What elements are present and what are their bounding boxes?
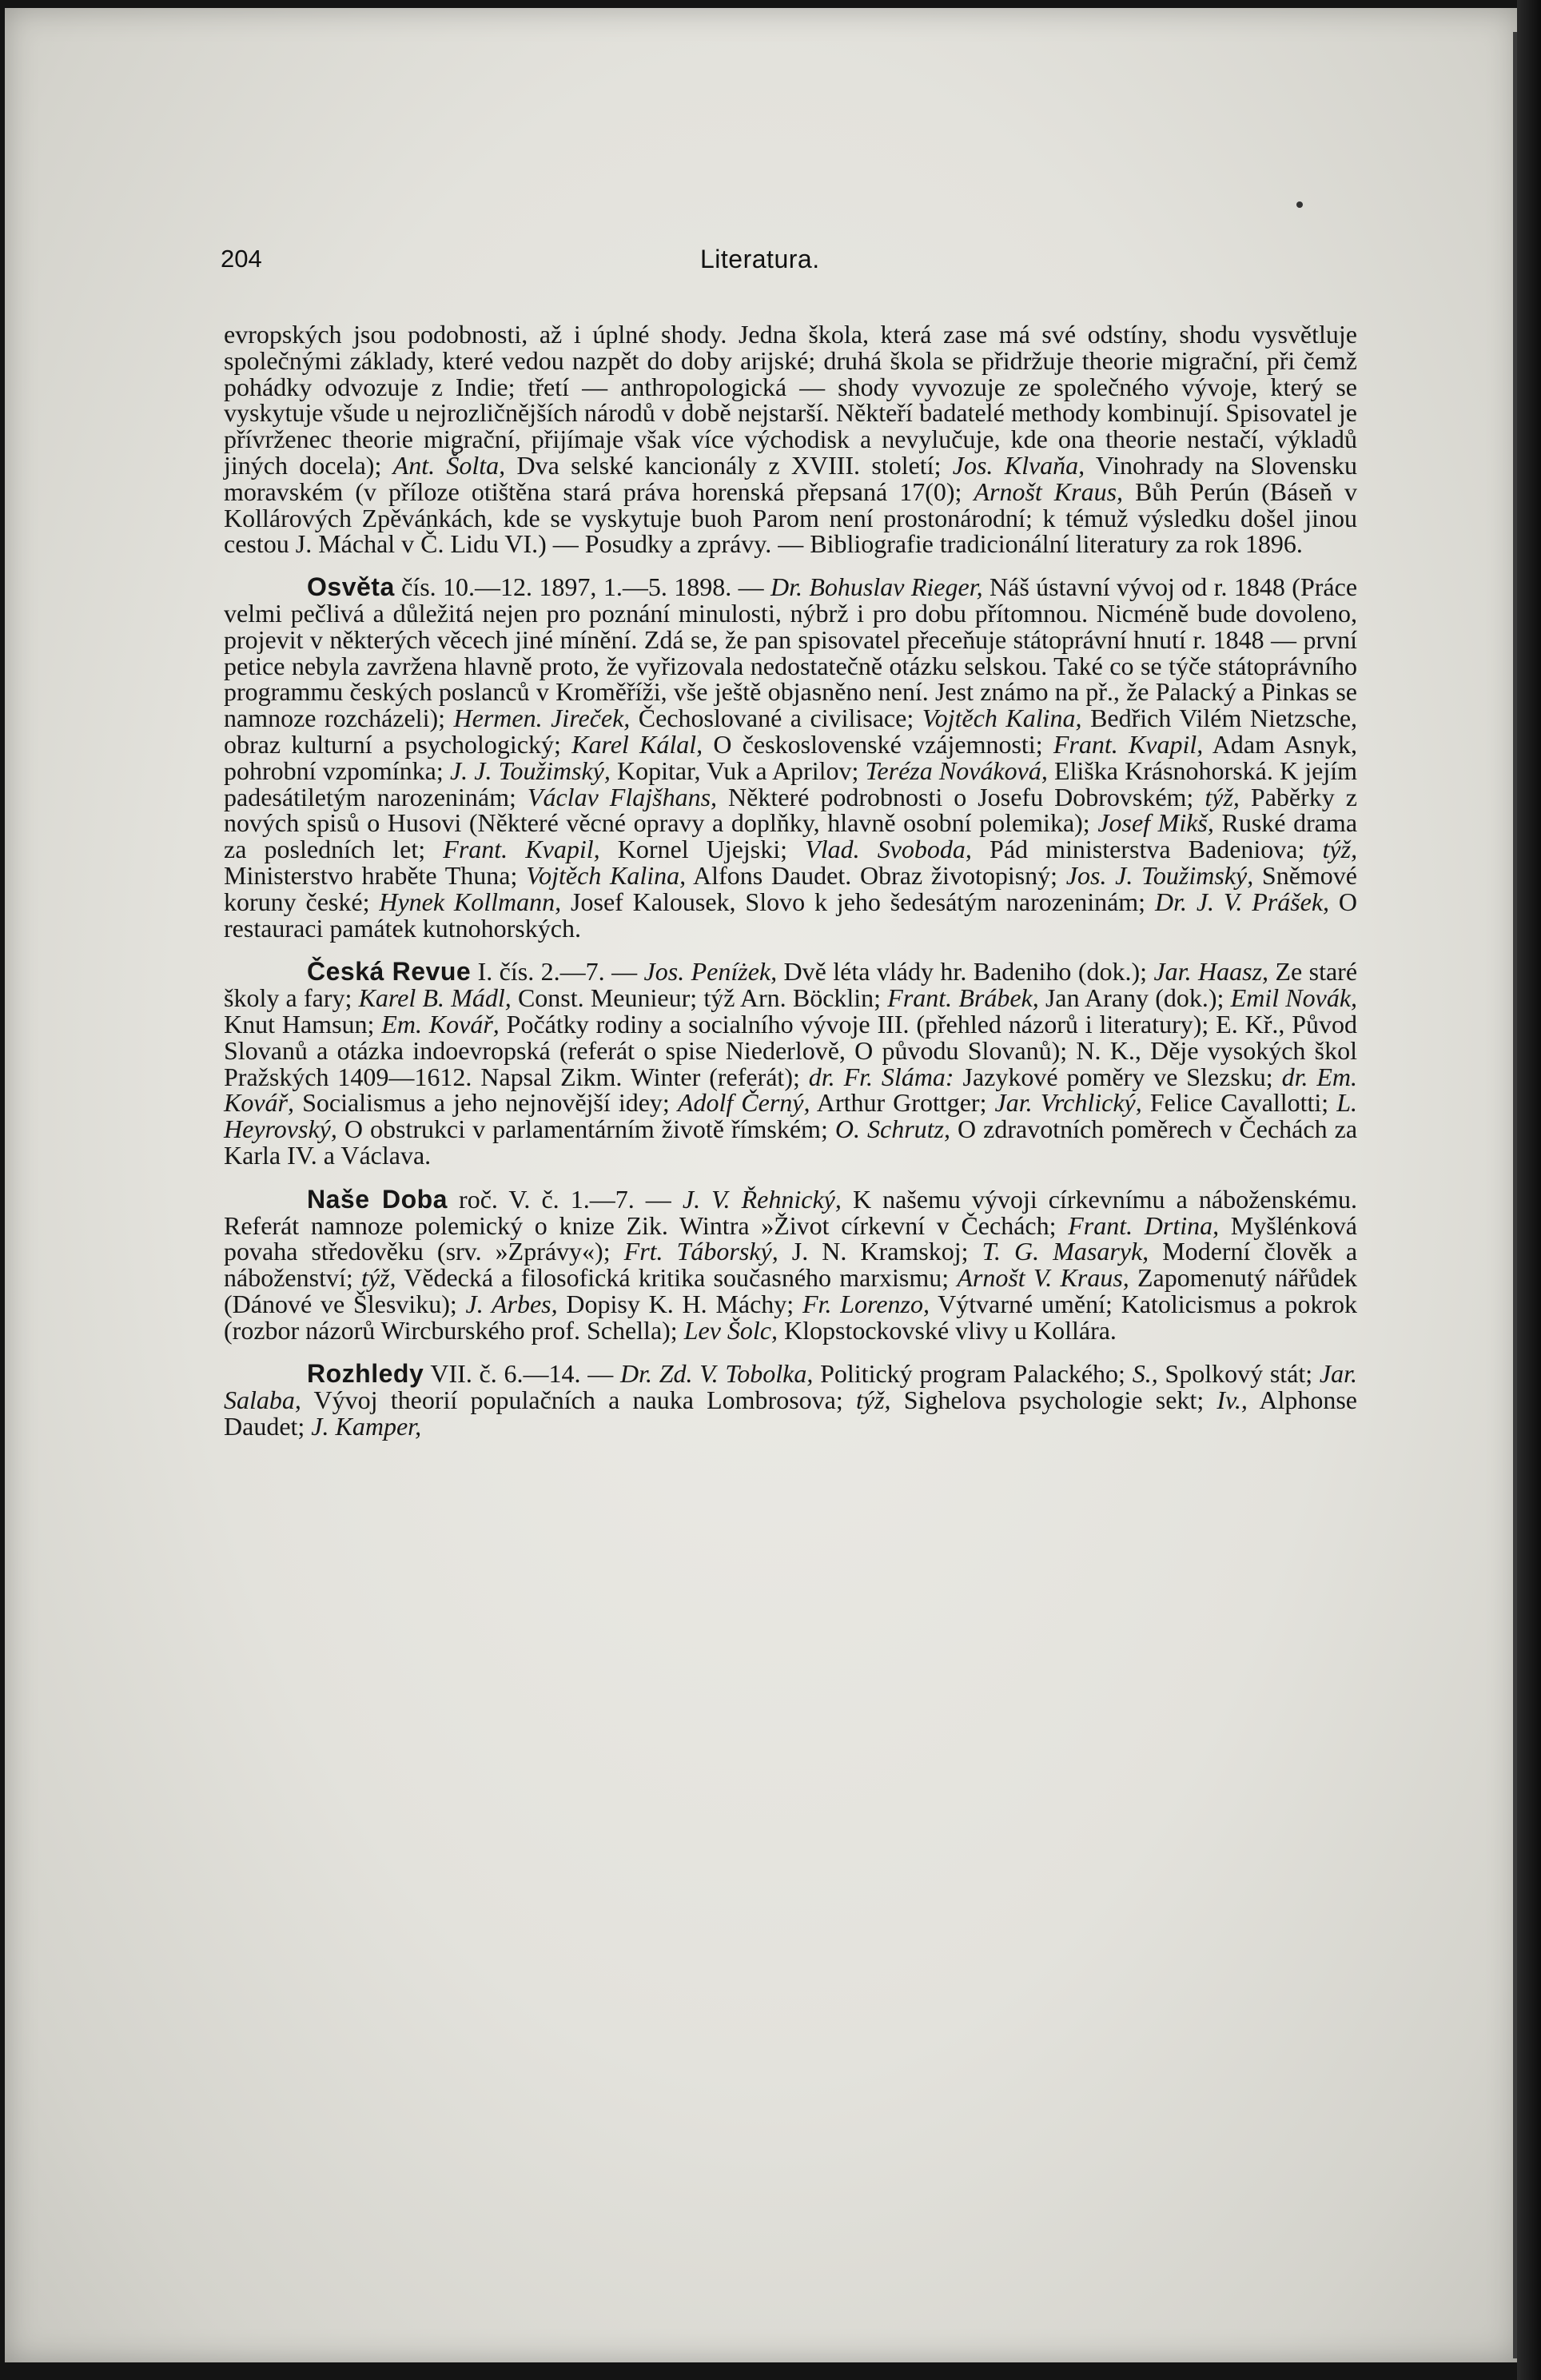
author-name: Dr. J. V. Prášek,: [1154, 887, 1330, 916]
body-text: Bůh Perún (Báseň v Kollárových Zpěvánkách, kde se vyskytuje buoh Parom není prostonárodní; k témuž výsledku došel jinou cestou J. Máchal v Č. Lidu VI.) — Posudky a zprávy. — Bibliografie tradicionální literatury za rok 1896.: [224, 476, 1358, 559]
author-name: Karel B. Mádl,: [358, 983, 512, 1013]
author-name: Iv.,: [1216, 1385, 1248, 1415]
body-text: Některé podrobnosti o Josefu Dobrovském;: [717, 782, 1205, 811]
author-name: Frt. Táborský,: [623, 1237, 778, 1266]
author-name: O. Schrutz,: [834, 1114, 950, 1144]
body-text: Ministerstvo hraběte Thuna;: [224, 860, 527, 890]
author-name: J. V. Řehnický,: [682, 1184, 842, 1214]
body-text: roč. V. č. 1.—7. —: [447, 1184, 683, 1214]
body-text: Myšlénková povaha středověku (srv. »Zprávy«);: [224, 1210, 1358, 1266]
author-name: Ant. Šolta,: [392, 450, 506, 480]
author-name: týž,: [1322, 835, 1358, 864]
body-text: Adam Asnyk, pohrobní vzpomínka;: [224, 729, 1358, 785]
body-text: Politický program Palackého;: [813, 1359, 1133, 1389]
body-text: Počátky rodiny a socialního vývoje III. (přehled názorů i literatury); E. Kř., Původ Slovanů a otázka indoevropská (referát o spise Niederlově, O původu Slovanů); N. K., Děje vysokých škol Pražských 1409—1612. Napsal Zikm. Winter (referát);: [224, 1009, 1358, 1091]
journal-title: Rozhledy: [307, 1359, 424, 1389]
body-text: Const. Meunieur; týž Arn. Böcklin;: [511, 983, 888, 1013]
body-text: čís. 10.—12. 1897, 1.—5. 1898. —: [394, 572, 770, 602]
author-name: Arnošt V. Kraus,: [957, 1263, 1129, 1293]
author-name: Adolf Černý,: [677, 1088, 810, 1118]
body-text: Josef Kalousek, Slovo k jeho šedesátým narozeninám;: [561, 887, 1155, 916]
body-text: Ze staré školy a fary;: [224, 957, 1358, 1013]
body-text: Čechoslované a civilisace;: [630, 704, 922, 733]
running-title: Literatura.: [700, 245, 820, 273]
author-name: Frant. Kvapil,: [443, 835, 600, 864]
body-text: Bedřich Vilém Nietzsche, obraz kulturní a psychologický;: [224, 704, 1358, 759]
body-text: Pád ministerstva Badeniova;: [971, 835, 1323, 864]
author-name: Em. Kovář,: [381, 1009, 500, 1039]
author-name: Fr. Lorenzo,: [802, 1289, 930, 1318]
body-text: Kopitar, Vuk a Aprilov;: [610, 755, 866, 785]
body-text: Ruské drama za posledních let;: [224, 808, 1358, 864]
author-name: Vojtěch Kalina,: [922, 704, 1082, 733]
author-name: Jar. Haasz,: [1153, 957, 1269, 987]
author-name: Arnošt Kraus,: [974, 476, 1124, 506]
paragraph-osveta: [224, 574, 1357, 941]
body-text: Sighelova psychologie sekt;: [890, 1385, 1217, 1415]
author-name: Karel Kálal,: [571, 729, 703, 759]
body-text: Spolkový stát;: [1157, 1359, 1320, 1389]
author-name: Hermen. Jireček,: [453, 704, 631, 733]
author-name: Jar. Vrchlický,: [994, 1088, 1142, 1118]
body-text: Jazykové poměry ve Slezsku;: [954, 1062, 1282, 1091]
body-text: Dva selské kancionály z XVIII. století;: [505, 450, 953, 480]
body-text: Socialismus a jeho nejnovější idey;: [294, 1088, 678, 1118]
author-name: dr. Em. Kovář,: [224, 1062, 1358, 1118]
author-name: Jar. Salaba,: [224, 1359, 1358, 1415]
author-name: týž,: [360, 1263, 396, 1293]
author-name: Jos. J. Toužimský,: [1065, 860, 1254, 890]
author-name: L. Heyrovský,: [224, 1088, 1358, 1144]
running-head: [221, 245, 1364, 285]
author-name: Jos. Klvaňa,: [952, 450, 1085, 480]
journal-title: Naše Doba: [307, 1184, 448, 1214]
body-text: Jan Arany (dok.);: [1038, 983, 1231, 1013]
author-name: Frant. Brábek,: [887, 983, 1039, 1013]
author-name: S.,: [1132, 1359, 1158, 1389]
scan-border-right: [1517, 0, 1541, 2380]
paragraph-nase-doba: [224, 1186, 1357, 1344]
author-name: Frant. Kvapil,: [1053, 729, 1204, 759]
author-name: Hynek Kollmann,: [379, 887, 562, 916]
body-text: J. N. Kramskoj;: [778, 1237, 982, 1266]
body-text: Klopstockovské vlivy u Kollára.: [777, 1315, 1117, 1345]
journal-title: Osvěta: [307, 572, 395, 602]
body-text: O československé vzájemnosti;: [703, 729, 1053, 759]
author-name: Lev Šolc,: [683, 1315, 778, 1345]
author-name: J. J. Toužimský,: [449, 755, 611, 785]
body-text: Náš ústavní vývoj od r. 1848 (Práce velmi pečlivá a důležitá nejen pro poznání minulosti, nýbrž i pro dobu přítomnou. Nicméně bude dovoleno, projevit v některých věcech jiné mínění. Zdá se, že pan spisovatel přeceňuje státoprávní hnutí r. 1848 — první petice nebyla zavržena hlavně proto, že vyřizovala nedostatečně otázku selskou. Také co se týče státoprávního programmu českých poslanců v Kroměříži, vše ještě objasněno není. Jest známo na př., že Palacký a Pinkas se namnoze rozcházeli);: [224, 572, 1358, 733]
body-text: Felice Cavallotti;: [1141, 1088, 1337, 1118]
paragraph-ceska-revue: [224, 959, 1357, 1168]
body-text: K našemu vývoji církevnímu a náboženskému. Referát namnoze polemický o knize Zik. Wintra »Život církevní v Čechách;: [224, 1184, 1358, 1240]
author-name: Josef Mikš,: [1097, 808, 1214, 838]
author-name: Emil Novák,: [1230, 983, 1358, 1013]
body-text: Eliška Krásnohorská. K jejím padesátiletým narozeninám;: [224, 755, 1358, 811]
author-name: T. G. Masaryk,: [982, 1237, 1149, 1266]
author-name: Frant. Drtina,: [1068, 1210, 1220, 1240]
author-name: Teréza Nováková,: [865, 755, 1048, 785]
ink-speck: [1296, 201, 1303, 208]
body-text: Moderní člověk a náboženství;: [224, 1237, 1358, 1293]
body-text: VII. č. 6.—14. —: [424, 1359, 620, 1389]
body-text: Knut Hamsun;: [224, 1009, 382, 1039]
author-name: dr. Fr. Sláma:: [808, 1062, 954, 1091]
author-name: Dr. Bohuslav Rieger,: [770, 572, 983, 602]
body-text: Vinohrady na Slovensku moravském (v příloze otištěna stará práva horenská přepsaná 17(0);: [224, 450, 1358, 506]
author-name: Vojtěch Kalina,: [526, 860, 687, 890]
body-text: Zapomenutý nářůdek (Dánové ve Šlesviku);: [224, 1263, 1358, 1318]
author-name: týž,: [1205, 782, 1240, 811]
body-text: Kornel Ujejski;: [599, 835, 806, 864]
body-text: Alfons Daudet. Obraz životopisný;: [686, 860, 1066, 890]
body-text: Sněmové koruny české;: [224, 860, 1358, 916]
page-number: 204: [221, 245, 262, 273]
body-text: Alphonse Daudet;: [224, 1385, 1358, 1441]
body-text: Paběrky z nových spisů o Husovi (Některé věcné opravy a doplňky, hlavně osobní polemika);: [224, 782, 1358, 838]
body-text: evropských jsou podobnosti, až i úplné shody. Jedna škola, která zase má své odstíny, shodu vysvětluje společnými základy, které vedou nazpět do doby arijské; druhá škola se přidržuje theorie migrační, při čemž pohádky odvozuje z Indie; třetí — anthropologická — shody vyvozuje ze společného vývoje, který se vyskytuje všude u nejrozličnějších národů v době nejstarší. Někteří badatelé methody kombinují. Spisovatel je přívrženec theorie migrační, přijímaje však více východisk a nevylučuje, kde ona theorie nestačí, výkladů jiných docela);: [224, 320, 1357, 480]
journal-title: Česká Revue: [307, 957, 472, 987]
author-name: Jos. Peníżek,: [643, 957, 778, 987]
body-text: Vědecká a filosofická kritika současného marxismu;: [396, 1263, 958, 1293]
body-text: Vývoj theorií populačních a nauka Lombrosova;: [301, 1385, 856, 1415]
author-name: Vlad. Svoboda,: [805, 835, 972, 864]
paragraph-continuation: [224, 321, 1357, 557]
author-name: J. Arbes,: [465, 1289, 558, 1318]
paragraph-rozhledy: [224, 1361, 1357, 1439]
author-name: Václav Flajšhans,: [527, 782, 718, 811]
author-name: J. Kamper,: [311, 1412, 422, 1441]
author-name: Dr. Zd. V. Tobolka,: [619, 1359, 814, 1389]
body-text: I. čís. 2.—7. —: [471, 957, 644, 987]
body-text: Dopisy K. H. Máchy;: [557, 1289, 802, 1318]
body-text: O obstrukci v parlamentárním životě římském;: [336, 1114, 835, 1144]
body-text: O zdravotních poměrech v Čechách za Karla IV. a Václava.: [224, 1114, 1358, 1170]
body-text: O restauraci památek kutnohorských.: [224, 887, 1358, 943]
body-text: Arthur Grottger;: [810, 1088, 995, 1118]
body-text: Dvě léta vlády hr. Badeniho (dok.);: [777, 957, 1154, 987]
text-block: [224, 321, 1357, 1440]
body-text: Výtvarné umění; Katolicismus a pokrok (rozbor názorů Wircburského prof. Schella);: [224, 1289, 1358, 1345]
author-name: týž,: [855, 1385, 891, 1415]
